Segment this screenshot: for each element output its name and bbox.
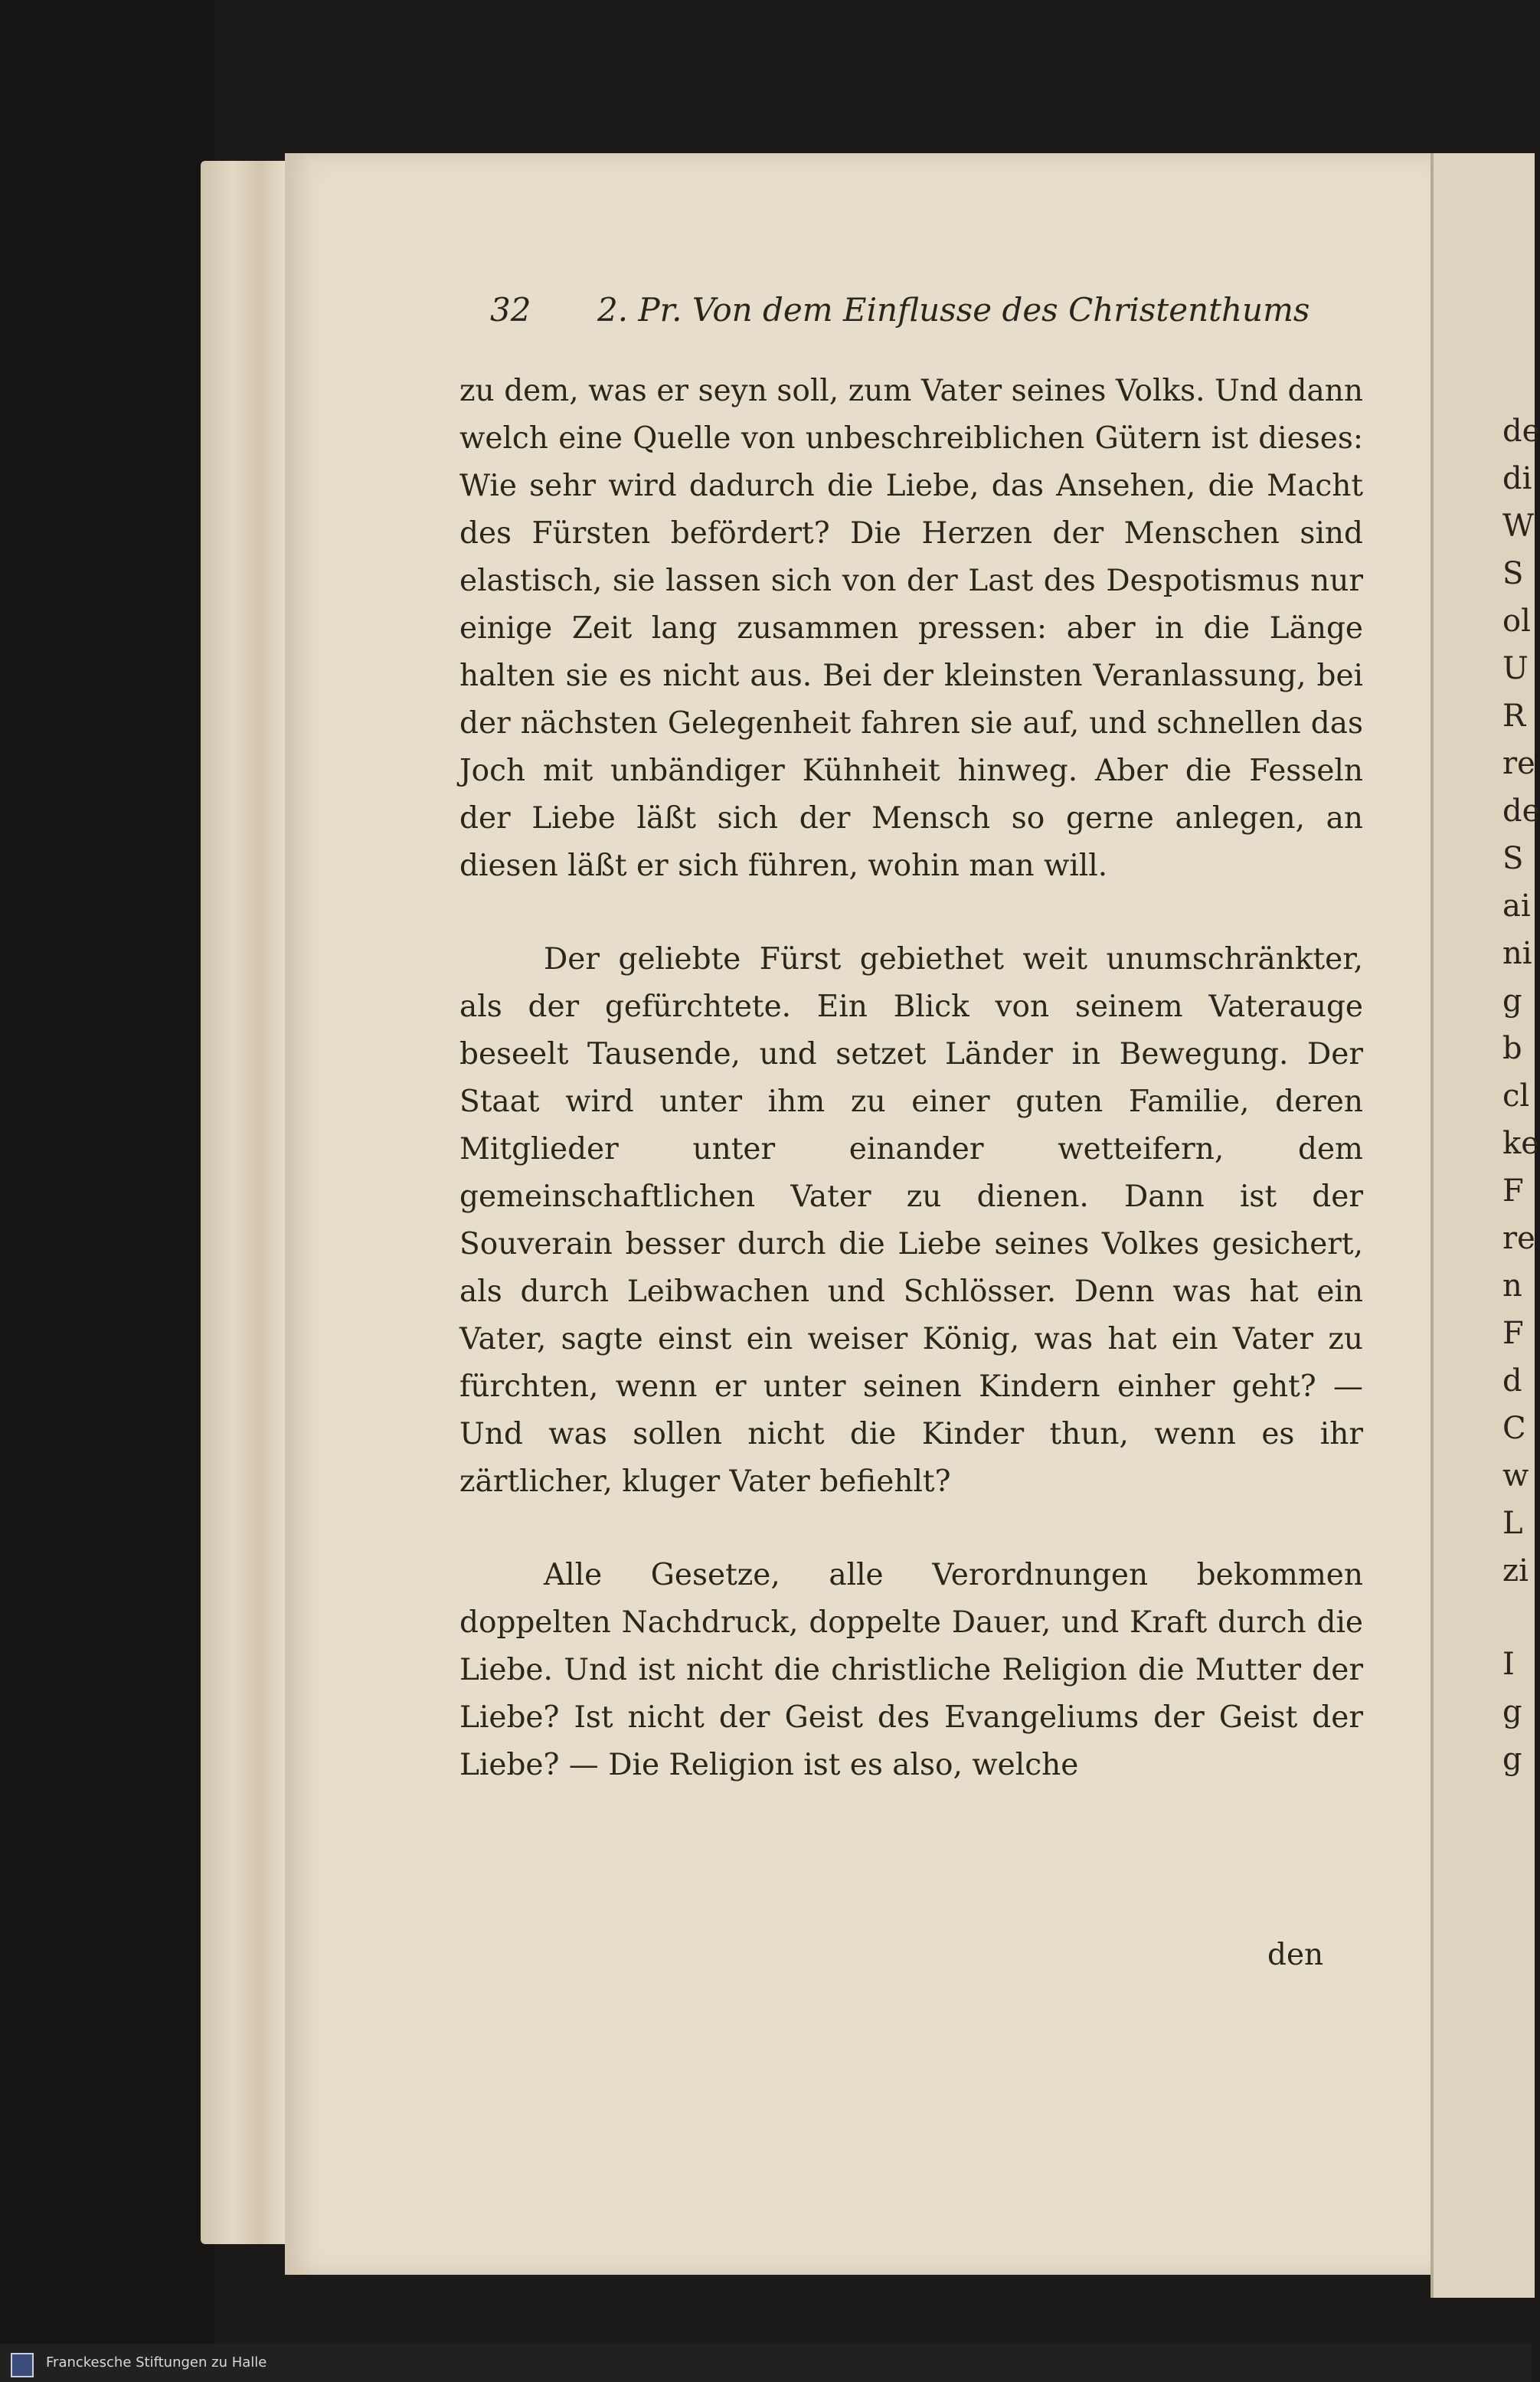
facing-page-fragment: g xyxy=(1502,1742,1522,1777)
background-shadow xyxy=(0,0,214,2344)
facing-page-fragment: de xyxy=(1502,414,1540,449)
institution-logo-icon xyxy=(11,2353,34,2377)
facing-page-fragment: b xyxy=(1502,1031,1522,1066)
page-text xyxy=(459,368,1363,1789)
facing-page-fragment: di xyxy=(1502,461,1532,496)
facing-page-fragment: re xyxy=(1502,1221,1535,1256)
paragraph-1: zu dem, was er seyn soll, zum Vater seines Volks. Und dann welch eine Quelle von unbeschreiblichen Gütern ist dieses: Wie sehr wird dadurch die Liebe, das Ansehen, die Macht des Fürsten befördert? Die Herzen der Menschen sind elastisch, sie lassen sich von der Last des Despotismus nur einige Zeit lang zusammen pressen: aber in die Länge halten sie es nicht aus. Bei der kleinsten Veranlassung, bei der nächsten Gelegenheit fahren sie auf, und schnellen das Joch mit unbändiger Kühnheit hinweg. Aber die Fesseln der Liebe läßt sich der Mensch so gerne anlegen, an diesen läßt er sich führen, wohin man will. xyxy=(459,374,1363,883)
page-number: 32 xyxy=(490,291,531,329)
institution-credit: Franckesche Stiftungen zu Halle xyxy=(46,2354,267,2371)
facing-page-fragment: n xyxy=(1502,1268,1522,1304)
facing-page-fragment: ai xyxy=(1502,888,1531,924)
facing-page-fragment: W xyxy=(1502,509,1535,544)
facing-page-fragment: F xyxy=(1502,1316,1524,1351)
facing-page-fragment: ke xyxy=(1502,1126,1539,1161)
facing-page-fragment: U xyxy=(1502,651,1529,686)
facing-page-fragment: ol xyxy=(1502,604,1531,639)
facing-page-fragment: I xyxy=(1502,1647,1515,1682)
facing-page-fragment: de xyxy=(1502,793,1540,829)
facing-page-edge xyxy=(1430,153,1540,2298)
facing-page-fragment: L xyxy=(1502,1506,1523,1541)
paragraph-3: Alle Gesetze, alle Verordnungen bekommen doppelten Nachdruck, doppelte Dauer, und Kraft durch die Liebe. Und ist nicht die christliche Religion die Mutter der Liebe? Ist nicht der Geist des Evangeliums der Geist der Liebe? — Die Religion ist es also, welche xyxy=(459,1558,1363,1782)
facing-page-fragment: w xyxy=(1502,1458,1529,1494)
facing-page-fragment: g xyxy=(1502,983,1522,1019)
facing-page-fragment: S xyxy=(1502,556,1524,591)
facing-page-fragment: C xyxy=(1502,1411,1526,1446)
footer-bar xyxy=(0,2344,1532,2382)
facing-page-fragment: g xyxy=(1502,1694,1522,1729)
facing-page-fragment: F xyxy=(1502,1173,1524,1209)
facing-page-fragment: d xyxy=(1502,1363,1522,1399)
facing-page-fragment: R xyxy=(1502,699,1526,734)
running-header xyxy=(490,291,1432,345)
facing-page-fragment: re xyxy=(1502,746,1535,781)
catchword: den xyxy=(1267,1938,1324,1972)
facing-page-fragment: cl xyxy=(1502,1078,1530,1114)
facing-page-fragment: S xyxy=(1502,841,1524,876)
facing-page-fragment: zi xyxy=(1502,1553,1529,1589)
facing-page-fragment: ni xyxy=(1502,936,1532,971)
running-title: 2. Pr. Von dem Einflusse des Christenthums xyxy=(597,291,1310,329)
paragraph-2: Der geliebte Fürst gebiethet weit unumschränkter, als der gefürchtete. Ein Blick von seinem Vaterauge beseelt Tausende, und setzet Länder in Bewegung. Der Staat wird unter ihm zu einer guten Familie, deren Mitglieder unter einander wetteifern, dem gemeinschaftlichen Vater zu dienen. Dann ist der Souverain besser durch die Liebe seines Volkes gesichert, als durch Leibwachen und Schlösser. Denn was hat ein Vater, sagte einst ein weiser König, was hat ein Vater zu fürchten, wenn er unter seinen Kindern einher geht? — Und was sollen nicht die Kinder thun, wenn es ihr zärtlicher, kluger Vater befiehlt? xyxy=(459,942,1363,1499)
